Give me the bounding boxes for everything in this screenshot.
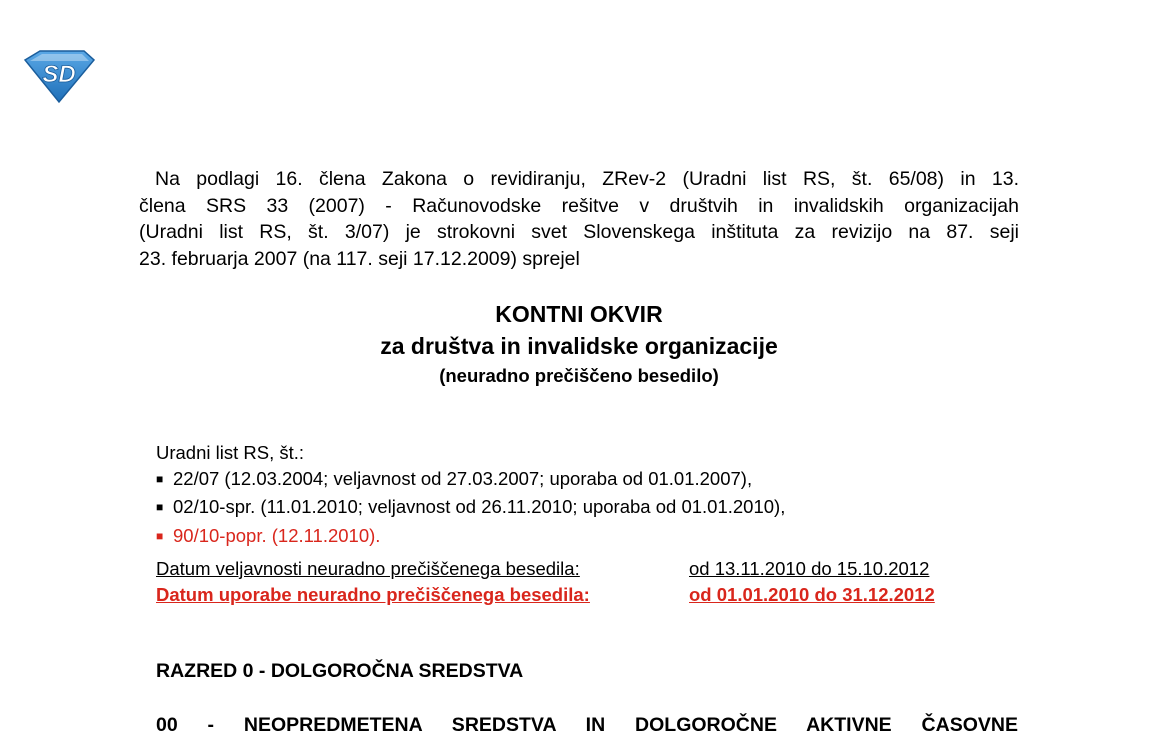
validity-value: od 13.11.2010 do 15.10.2012: [689, 558, 930, 579]
bullet-icon: ■: [156, 471, 164, 486]
reference-text: 02/10-spr. (11.01.2010; veljavnost od 26.11.2010; uporaba od 01.01.2010),: [173, 496, 786, 517]
class-heading: RAZRED 0 - DOLGOROČNA SREDSTVA: [156, 660, 524, 682]
document-note: (neuradno prečiščeno besedilo): [439, 365, 719, 386]
reference-item: [156, 494, 1036, 523]
dates-block: [156, 556, 935, 607]
usage-row: [156, 582, 935, 608]
intro-paragraph: [139, 166, 1019, 272]
intro-line: člena SRS 33 (2007) - Računovodske rešitve v društvih in invalidskih organizacijah: [139, 194, 1019, 217]
document-title: KONTNI OKVIR: [495, 301, 663, 327]
reference-item-highlighted: [156, 523, 1036, 552]
reference-text: 22/07 (12.03.2004; veljavnost od 27.03.2007; uporaba od 01.01.2007),: [173, 467, 753, 489]
bullet-icon: ■: [156, 528, 164, 543]
references-list: [156, 440, 1036, 551]
intro-line: Na podlagi 16. člena Zakona o revidiranju, ZRev-2 (Uradni list RS, št. 65/08) in 13.: [155, 168, 1019, 190]
group-heading: 00 - NEOPREDMETENA SREDSTVA IN DOLGOROČNE AKTIVNE ČASOVNE: [156, 714, 1018, 736]
svg-text:SD: SD: [42, 61, 76, 88]
reference-text: 90/10-popr. (12.11.2010).: [173, 524, 381, 546]
validity-row: [156, 556, 935, 582]
sd-logo-icon: [22, 48, 96, 104]
intro-line: (Uradni list RS, št. 3/07) je strokovni svet Slovenskega inštituta za revizijo na 87. seji: [139, 221, 1019, 243]
validity-label: Datum veljavnosti neuradno prečiščenega besedila:: [156, 558, 580, 579]
intro-line: 23. februarja 2007 (na 117. seji 17.12.2009) sprejel: [139, 247, 580, 270]
document-title-block: [139, 298, 1019, 390]
usage-value: od 01.01.2010 do 31.12.2012: [689, 583, 935, 605]
references-heading: Uradni list RS, št.:: [156, 442, 305, 463]
bullet-icon: ■: [156, 500, 164, 514]
document-subtitle: za društva in invalidske organizacije: [380, 333, 778, 359]
usage-label: Datum uporabe neuradno prečiščenega besedila:: [156, 583, 590, 605]
reference-item: [156, 466, 1036, 495]
